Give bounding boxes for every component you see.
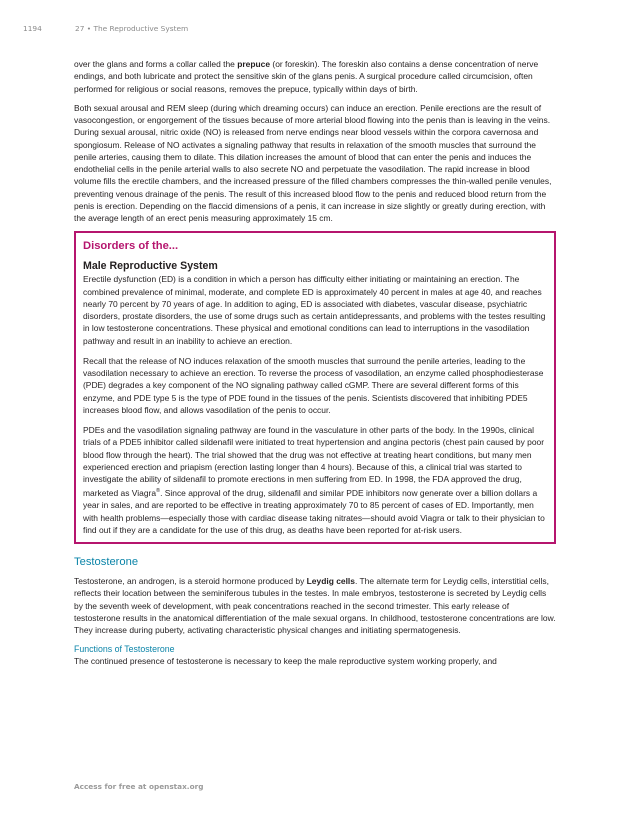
registered-mark: ® (156, 488, 161, 495)
intro-paragraph-2: Both sexual arousal and REM sleep (during which dreaming occurs) can induce an erection. Penile erections are the result of vasocongestion, or engorgement of the tissues because of more arterial blood flowing into the penis than is leaving in the veins. During sexual arousal, nitric oxide (NO) is released from nerve endings near blood vessels within the corpora cavernosa and spongiosum. Release of NO activates a signaling pathway that results in relaxation of the smooth muscles that surround the penile arteries, causing them to dilate. This dilation increases the amount of blood that can enter the penis and induces the endothelial cells in the penile arterial walls to also secrete NO and perpetuate the vasodilation. The rapid increase in blood volume fills the erectile chambers, and the increased pressure of the filled chambers compresses the thin-walled penile venules, preventing venous drainage of the penis. The result of this increased blood flow to the penis and reduced blood return from the penis is erection. Depending on the flaccid dimensions of a penis, it can increase in size slightly or greatly during erection, with the average length of an erect penis measuring approximately 15 cm. (74, 102, 552, 223)
feature-box-subtitle: Male Reproductive System (83, 260, 218, 273)
testosterone-paragraph-1: Testosterone, an androgen, is a steroid hormone produced by Leydig cells. The alternate term for Leydig cells, interstitial cells, reflects their location between the seminiferous tubules in the testes. In male embryos, testosterone is secreted by Leydig cells by the seventh week of development, with peak concentrations reached in the second trimester. This early release of testosterone results in the anatomical differentiation of the male sexual organs. In childhood, testosterone concentrations are low. They increase during puberty, activating characteristic physical changes and initiating spermatogenesis. (74, 576, 556, 636)
chapter-title: 27 • The Reproductive System (75, 24, 189, 33)
page-content (74, 58, 556, 675)
feature-paragraph-1: Erectile dysfunction (ED) is a condition in which a person has difficulty either initiating or maintaining an erection. The combined prevalence of minimal, moderate, and complete ED is approximately 40 percent in males at age 40, and reaches nearly 70 percent by 70 years of age. In addition to aging, ED is associated with diabetes, vascular disease, psychiatric disorders, prostate disorders, the use of some drugs such as certain antidepressants, and problems with the testes resulting in low testosterone concentrations. These physical and emotional conditions can lead to interruptions in the vasodilation pathway and result in an inability to achieve an erection. (83, 274, 546, 346)
section-heading-testosterone: Testosterone (74, 556, 139, 569)
intro-paragraph-1: over the glans and forms a collar called the prepuce (or foreskin). The foreskin also contains a dense concentration of nerve endings, and both lubricate and protect the sensitive skin of the glans penis. A surgical procedure called circumcision, often performed for religious or social reasons, removes the prepuce, typically within days of birth. (74, 59, 539, 94)
page-number: 1194 (23, 24, 42, 33)
disorders-feature-box (74, 231, 556, 544)
term-leydig-cells: Leydig cells (306, 576, 355, 587)
subsection-heading-functions: Functions of Testosterone (74, 644, 175, 655)
testosterone-paragraph-2: The continued presence of testosterone is necessary to keep the male reproductive system working properly, and (74, 656, 497, 667)
feature-box-title: Disorders of the... (83, 240, 179, 253)
feature-paragraph-2: Recall that the release of NO induces relaxation of the smooth muscles that surround the penile arteries, leading to the vasodilation necessary to achieve an erection. To reverse the process of vasodilation, an enzyme called phosphodiesterase (PDE) degrades a key component of the NO signaling pathway called cGMP. There are several different forms of this enzyme, and PDE type 5 is the type of PDE found in the tissues of the penis. Scientists discovered that inhibiting PDE5 increases blood flow, and allows vasodilation of the penis to occur. (83, 355, 544, 415)
term-prepuce: prepuce (237, 59, 271, 69)
feature-paragraph-3: PDEs and the vasodilation signaling pathway are found in the vasculature in other parts of the body. In the 1990s, clinical trials of a PDE5 inhibitor called sildenafil were initiated to treat hypertension and angina pectoris (chest pain caused by poor blood flow through the heart). The trial showed that the drug was not effective at treating heart conditions, but many men experienced erection and priapism (erection lasting longer than 4 hours). Because of this, a clinical trial was started to investigate the ability of sildenafil to promote erections in men suffering from ED. In 1998, the FDA approved the drug, marketed as Viagra®. Since approval of the drug, sildenafil and similar PDE inhibitors now generate over a billion dollars a year in sales, and are reported to be effective in treating approximately 70 to 85 percent of cases of ED. Importantly, men with health problems—especially those with cardiac disease taking nitrates—should avoid Viagra or talk to their physician to find out if they are a candidate for the use of this drug, as deaths have been reported for at-risk users. (83, 425, 545, 535)
page-footer: Access for free at openstax.org (74, 782, 204, 791)
page-header (23, 24, 607, 38)
